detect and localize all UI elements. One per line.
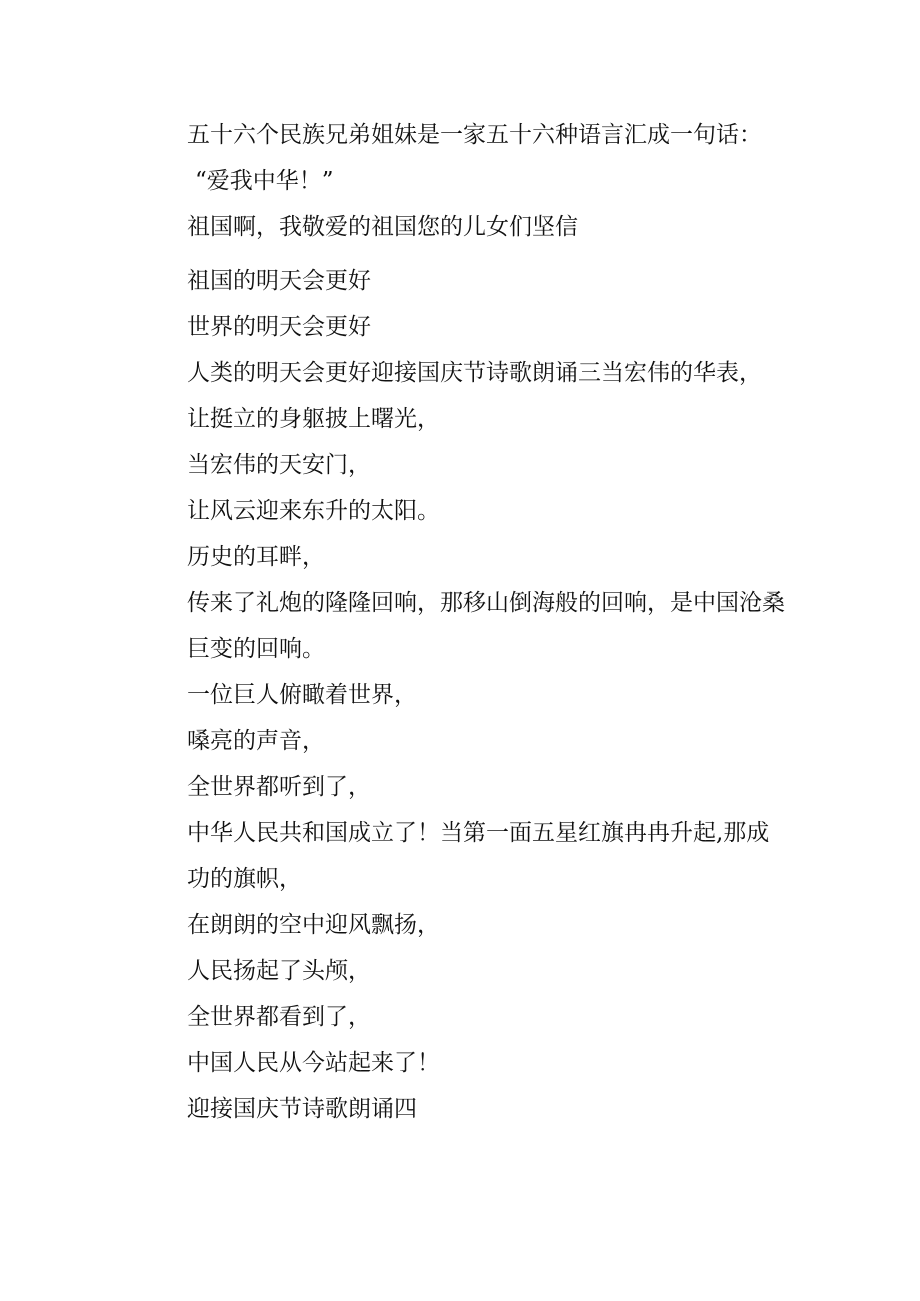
text-line: “爱我中华！” <box>195 168 334 194</box>
text-line: 一位巨人俯瞰着世界， <box>187 682 417 708</box>
text-line: 嗓亮的声音， <box>187 728 325 754</box>
poem-text <box>187 112 797 1132</box>
text-line: 祖国啊，我敬爱的祖国您的儿女们坚信 <box>187 214 578 240</box>
text-line: 让挺立的身躯披上曙光， <box>187 406 440 432</box>
text-line: 祖国的明天会更好 <box>187 268 371 294</box>
text-line: 全世界都听到了， <box>187 774 371 800</box>
text-line: 功的旗帜， <box>187 866 302 892</box>
text-line: 世界的明天会更好 <box>187 314 371 340</box>
text-line: 中国人民从今站起来了！ <box>187 1050 440 1076</box>
text-line: 巨变的回响。 <box>187 636 325 662</box>
text-line: 中华人民共和国成立了！当第一面五星红旗冉冉升起,那成 <box>187 820 770 846</box>
text-line: 迎接国庆节诗歌朗诵四 <box>187 1096 417 1122</box>
text-line: 传来了礼炮的隆隆回响，那移山倒海般的回响，是中国沧桑 <box>187 590 785 616</box>
text-line: 当宏伟的天安门， <box>187 452 371 478</box>
text-line: 让风云迎来东升的太阳。 <box>187 498 440 524</box>
text-line: 全世界都看到了， <box>187 1004 371 1030</box>
text-line: 人类的明天会更好迎接国庆节诗歌朗诵三当宏伟的华表， <box>187 360 762 386</box>
text-line: 人民扬起了头颅， <box>187 958 371 984</box>
text-line: 历史的耳畔， <box>187 544 325 570</box>
text-line: 在朗朗的空中迎风飘扬， <box>187 912 440 938</box>
text-line: 五十六个民族兄弟姐妹是一家五十六种语言汇成一句话： <box>187 122 762 148</box>
